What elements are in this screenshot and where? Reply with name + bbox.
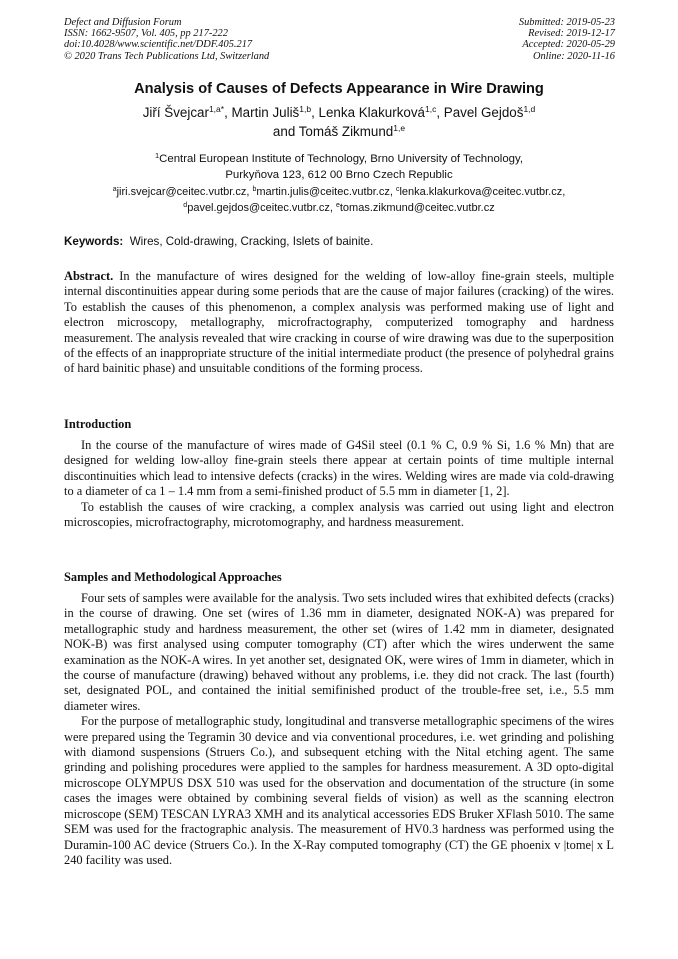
section-heading-introduction: Introduction [64,417,132,431]
affil-line-2: Purkyňova 123, 612 00 Brno Czech Republic [225,169,453,181]
abstract-label: Abstract. [64,269,114,283]
author-affil-mark: 1,d [523,104,536,114]
author-affil-mark: 1,e [393,123,406,133]
email-link[interactable]: tomas.zikmund@ceitec.vutbr.cz [339,201,495,214]
email-link[interactable]: jiri.svejcar@ceitec.vutbr.cz, [116,186,253,198]
date-submitted: Submitted: 2019-05-23 [518,17,615,28]
introduction-body [64,438,614,530]
affil-line-1: Central European Institute of Technology, Brno University of Technology, [159,153,524,165]
date-accepted: Accepted: 2020-05-29 [522,39,615,51]
email-link[interactable]: pavel.gejdos@ceitec.vutbr.cz, [187,201,336,214]
author-affil-mark: 1,c [424,104,437,114]
keywords-text: Wires, Cold-drawing, Cracking, Islets of bainite. [129,235,374,248]
author-list: Jiří Švejcar$^{1,a*}$, Martin Juliš$^{1,b}$, Lenka Klakurková$^{1,c}$, Pavel Gejdoš$^{1,d}$ and Tomáš Zikmund$^{1,e}$ [142,104,536,139]
abstract-text: In the manufacture of wires designed for the welding of low-alloy fine-grain steels, multiple internal discontinuities appear during some periods that are the cause of major failures (cracking) of the wires. To establish the causes of this phenomenon, a complex analysis was performed making use of light and electron microscopy, metallography, microfractography, computerized tomography and hardness measurement. The analysis revealed that wire cracking in course of wire drawing was due to the superposition of the effects of an inappropriate structure of the initial intermediate product (the presence of polyhedral grains of hard bainitic phase) and unsuitable conditions of the forming process. [64,269,614,376]
affil-mark: 1 [154,151,160,160]
email-link[interactable]: martin.julis@ceitec.vutbr.cz, [256,186,396,198]
journal-doi[interactable]: doi:10.4028/www.scientific.net/DDF.405.217 [64,39,253,51]
email-link[interactable]: lenka.klakurkova@ceitec.vutbr.cz, [399,186,566,198]
paragraph: Four sets of samples were available for the analysis. Two sets included wires that exhibited defects (cracks) in the course of drawing. One set (wires of 1.36 mm in diameter, designated NOK-A) was prepared for metallographic study and hardness measurement, the other set (wires of 1.42 mm in diameter, designated NOK-B) was first analysed using computer tomography (CT) after which the wires underwent the same examination as the NOK-A wires. In yet another set, designated OK, were wires of 1mm in diameter, which in the course of manufacture (drawing) behaved without any problems, i.e. they did not crack. The last (fourth) set, designated POL, and contained the initial semifinished product of the trouble-free set, i.e., 5.5 mm diameter wires. [64,591,614,713]
publication-dates [375,17,615,62]
paper-title: Analysis of Causes of Defects Appearance in Wire Drawing [134,81,544,97]
paragraph: For the purpose of metallographic study, longitudinal and transverse metallographic specimens of the wires were prepared using the Tegramin 30 device and via conventional procedures, i.e. wet grinding and polishing with diamond suspensions (Struers Co.), and subsequent etching with the Nital etching agent. The same grinding and polishing procedures were applied to the samples for hardness measurement. A 3D opto-digital microscope OLYMPUS DSX 510 was used for the observation and documentation of the structure (in some cases the images were obtained by combining several fields of vision) as well as the scanning electron microscope (SEM) TESCAN LYRA3 XMH and its analytical accessories EDS Bruker XFlash 5010. The same SEM was used for the fractographic analysis. The measurement of HV0.3 hardness was performed using the Duramin-100 AC device (Struers Co.). In the X-Ray computed tomography (CT) the GE phoenix v |tome| x L 240 facility was used. [64,714,614,867]
paragraph: To establish the causes of wire cracking, a complex analysis was carried out using light and electron microscopies, microfractography, microtomography, and hardness measurement. [64,499,614,530]
author-affil-mark: 1,b [299,104,312,114]
paragraph: In the course of the manufacture of wires made of G4Sil steel (0.1 % C, 0.9 % Si, 1.6 % Mn) that are designed for welding low-alloy fine-grain steels there appear at certain points of time multiple internal discontinuities which lead to intensive defects (cracks) in the wires. Welding wires are made via cold-drawing to a diameter of ca 1 – 1.4 mm from a semi-finished product of 5.5 mm in diameter [1, 2]. [64,438,614,499]
keywords [64,235,624,248]
section-heading-samples: Samples and Methodological Approaches [64,570,282,584]
author-affil-mark: 1,a* [208,104,225,114]
journal-issn: ISSN: 1662-9507, Vol. 405, pp 217-222 [64,28,228,40]
date-revised: Revised: 2019-12-17 [528,28,615,40]
abstract [64,269,614,377]
email-list: $^a$jiri.svejcar@ceitec.vutbr.cz, $^b$martin.julis@ceitec.vutbr.cz, $^c$lenka.klakurkova@ceitec.vutbr.cz, $^d$pavel.gejdos@ceitec.vutbr.cz, $^e$tomas.zikmund@ceitec.vutbr.cz [112,186,566,214]
journal-name: Defect and Diffusion Forum [64,17,182,28]
author-name: Lenka Klakurková [318,105,425,120]
date-online: Online: 2020-11-16 [532,50,615,62]
journal-info [64,17,364,62]
keywords-label: Keywords: [64,235,124,248]
author-name: Jiří Švejcar [142,105,209,120]
journal-copyright: © 2020 Trans Tech Publications Ltd, Switzerland [64,50,270,62]
samples-body [64,591,614,868]
affiliation [0,151,678,183]
author-name: Martin Juliš [231,105,300,120]
author-name: and Tomáš Zikmund [272,124,394,139]
author-name: Pavel Gejdoš [443,105,524,120]
